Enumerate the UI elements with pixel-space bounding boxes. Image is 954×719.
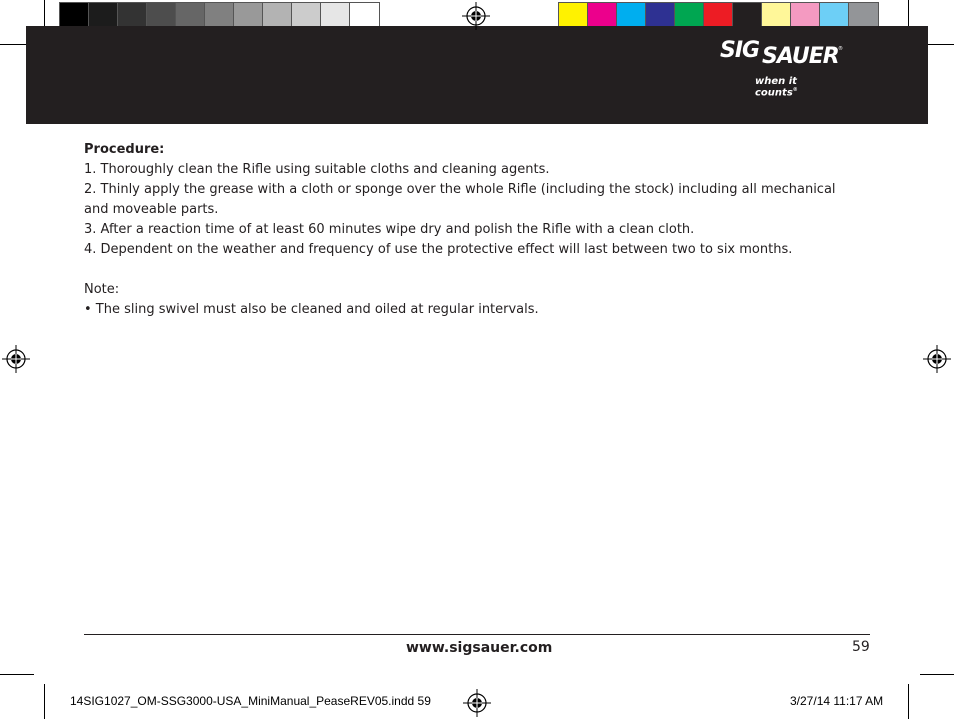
website-link[interactable]: www.sigsauer.com bbox=[406, 640, 553, 656]
registration-target-icon bbox=[2, 345, 30, 373]
note-item: • The sling swivel must also be cleaned and oiled at regular intervals. bbox=[84, 302, 539, 317]
crop-mark bbox=[924, 44, 954, 45]
registration-target-icon bbox=[463, 689, 491, 717]
logo-sig-text: SIG bbox=[720, 38, 760, 63]
crop-mark bbox=[0, 674, 34, 675]
logo-sauer-text: SAUER bbox=[762, 44, 839, 69]
header-band bbox=[26, 26, 928, 124]
registration-target-icon bbox=[923, 345, 951, 373]
crop-mark bbox=[44, 684, 45, 719]
note-label: Note: bbox=[84, 282, 120, 297]
slug-filename: 14SIG1027_OM-SSG3000-USA_MiniManual_PeaseREV05.indd 59 bbox=[70, 694, 431, 708]
procedure-heading: Procedure: bbox=[84, 142, 165, 157]
procedure-section bbox=[84, 140, 864, 320]
registration-target-icon bbox=[462, 2, 490, 30]
page-number: 59 bbox=[852, 639, 870, 655]
procedure-step: 3. After a reaction time of at least 60 minutes wipe dry and polish the Rifle with a clean cloth. bbox=[84, 222, 695, 237]
crop-mark bbox=[908, 684, 909, 719]
slug-timestamp: 3/27/14 11:17 AM bbox=[790, 694, 884, 708]
procedure-step: 4. Dependent on the weather and frequency of use the protective effect will last between two to six months. bbox=[84, 242, 793, 257]
logo-tagline: when it counts® bbox=[755, 76, 798, 99]
procedure-step: 2. Thinly apply the grease with a cloth or sponge over the whole Rifle (including the stock) including all mechanical and moveable parts. bbox=[84, 182, 836, 217]
logo-trademark: ® bbox=[838, 46, 843, 52]
crop-mark bbox=[920, 674, 954, 675]
procedure-step: 1. Thoroughly clean the Rifle using suitable cloths and cleaning agents. bbox=[84, 162, 550, 177]
footer-divider bbox=[84, 634, 870, 635]
